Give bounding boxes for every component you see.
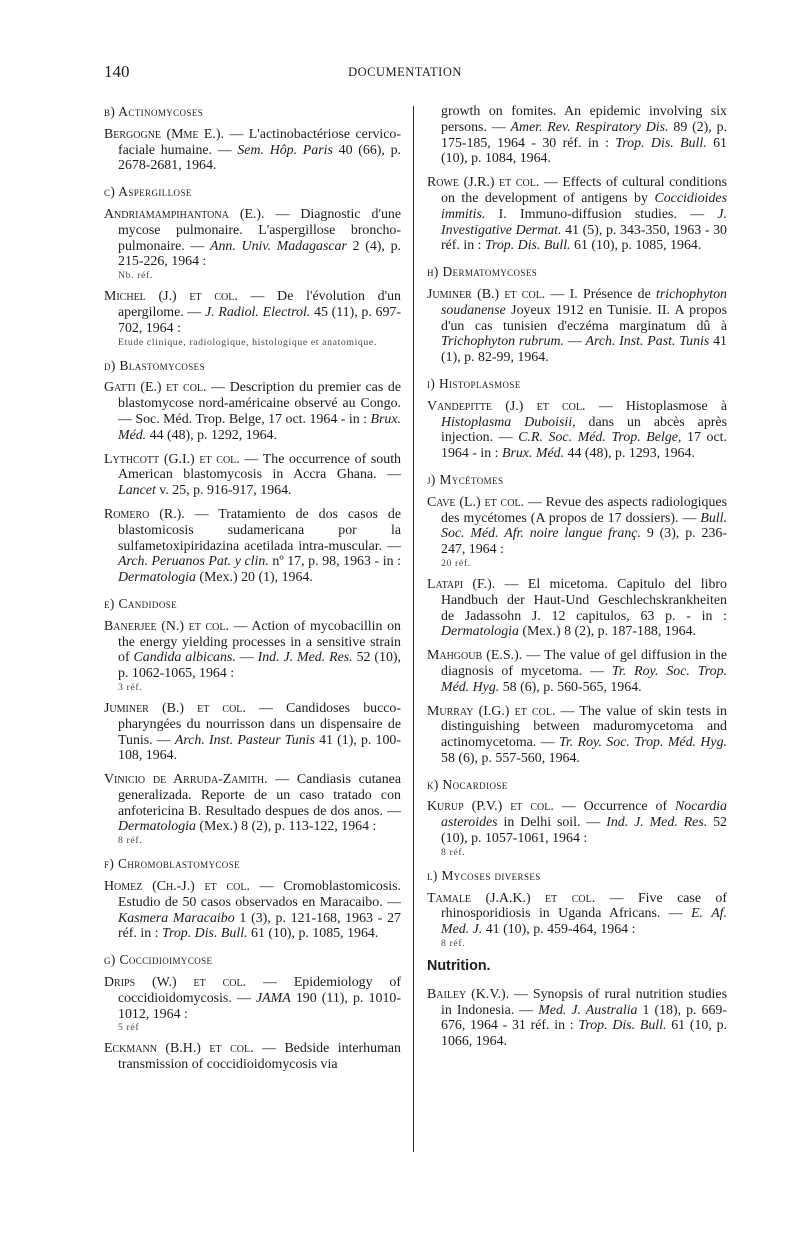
entry-reference: 41 (1), p. 100-108, 1964. [118, 732, 401, 764]
entry-note: 8 réf. [441, 846, 466, 858]
entry-note: Etude clinique, radiologique, histologique et anatomique. [118, 336, 377, 348]
bibliography-entry [104, 452, 401, 499]
entry-author: Michel (J.) et col. [104, 289, 238, 305]
entry-reference: (Mex.) 8 (2), p. 187-188, 1964. [518, 624, 697, 640]
entry-author: Romero (R.). [104, 506, 185, 522]
entry-text: — Description du premier cas de blastomycose nord-américaine observé au Congo. — Soc. Méd. Trop. Belge, 17 oct. 1964 - in : [118, 380, 401, 427]
bibliography-entry [104, 380, 401, 443]
entry-species: trichophyton soudanense [441, 286, 727, 318]
entry-text: I. Immuno-diffusion studies. — [485, 206, 718, 222]
entry-note: 8 réf. [118, 835, 143, 847]
entry-author: Mahgoub (E.S.). [427, 648, 523, 664]
entry-author: Juminer (B.) et col. [104, 700, 246, 716]
entry-reference: 41 (10), p. 459-464, 1964 : [482, 922, 636, 938]
entry-reference: v. 25, p. 916-917, 1964. [155, 483, 292, 499]
entry-journal: Trop. Dis. Bull. [484, 238, 571, 254]
entry-author: Vinicio de Arruda-Zamith. [104, 772, 268, 788]
entry-author: Eckmann (B.H.) et col. [104, 1041, 254, 1057]
bibliography-entry [427, 799, 727, 857]
entry-text: 41 (5), p. 343-350, 1963 - 30 réf. in : [441, 222, 727, 254]
bibliography-entry [104, 619, 401, 693]
column-divider [413, 106, 414, 1152]
entry-journal: J. Investigative Dermat. [441, 206, 727, 238]
entry-text: — L'actinobactériose cervico-faciale humaine. — [118, 126, 401, 158]
section-title-histoplasmose: i) Histoplasmose [427, 375, 521, 391]
entry-journal: Ind. J. Med. Res. [257, 650, 353, 666]
entry-text: Joyeux 1912 en Tunisie. II. A propos d'un cas tunisien d'eczéma marginatum dû à [441, 302, 727, 334]
entry-text: — I. Présence de [545, 286, 656, 302]
entry-text: — De l'évolution d'un apergilome. — [118, 289, 401, 320]
section-title-coccidioimycose: g) Coccidioimycose [104, 952, 213, 968]
section-title-blastomycoses: d) Blastomycoses [104, 357, 205, 373]
section-title-aspergillose: c) Aspergillose [104, 184, 192, 200]
entry-journal: Amer. Rev. Respiratory Dis. [510, 119, 669, 135]
section-title-nocardiose: k) Nocardiose [427, 776, 508, 792]
entry-text: — The occurrence of south American blastomycosis in Accra Ghana. — [118, 451, 401, 483]
entry-journal: C.R. Soc. Méd. Trop. Belge, [518, 430, 682, 446]
bibliography-entry [104, 507, 401, 586]
entry-reference: 58 (6), p. 560-565, 1964. [499, 679, 642, 695]
left-column [104, 104, 401, 1081]
entry-reference: 2 (4), p. 215-226, 1964 : [118, 238, 401, 270]
entry-text: 17 oct. 1964 - in : [441, 430, 727, 462]
entry-text: — Candidoses bucco-pharyngées du nourrisson dans un dispensaire de Tunis. — [118, 700, 401, 748]
entry-journal: Dermatologia [118, 570, 196, 586]
bibliography-entry [104, 207, 401, 281]
entry-author: Bailey (K.V.). [427, 986, 510, 1002]
bibliography-entry [427, 648, 727, 695]
entry-species: Candida albicans. [133, 650, 236, 666]
entry-reference: 44 (48), p. 1292, 1964. [146, 427, 277, 443]
entry-journal: Arch. Inst. Pasteur Tunis [174, 732, 315, 748]
entry-reference: (Mex.) 8 (2), p. 113-122, 1964 : [195, 819, 377, 835]
entry-text: — Cromoblastomicosis. Estudio de 50 casos observados en Maracaibo. — [118, 879, 401, 910]
entry-journal: Tr. Roy. Soc. Trop. Méd. Hyg. [441, 663, 727, 695]
entry-note: 20 réf. [441, 557, 471, 569]
bibliography-entry [427, 495, 727, 569]
entry-journal: Tr. Roy. Soc. Trop. Méd. Hyg. [558, 735, 727, 751]
entry-species: Coccidioides immitis. [441, 190, 727, 222]
entry-text: 1 (18), p. 669-676, 1964 - 31 réf. in : [441, 1002, 727, 1034]
bibliography-entry [104, 772, 401, 846]
entry-journal: Dermatologia [118, 819, 196, 835]
entry-reference: 61 (10), p. 1085, 1964. [247, 926, 379, 942]
entry-reference: 9 (3), p. 236-247, 1964 : [441, 526, 727, 558]
entry-reference: 61 (10, p. 1066, 1964. [441, 1018, 727, 1050]
entry-journal: Ind. J. Med. Res. [606, 815, 708, 831]
entry-text: — Synopsis of rural nutrition studies in Indonesia. — [441, 986, 727, 1018]
entry-journal: Lancet [118, 483, 156, 499]
entry-journal: Sem. Hôp. Paris [237, 142, 333, 158]
entry-note: 8 réf. [441, 938, 466, 950]
entry-reference: 40 (66), p. 2678-2681, 1964. [118, 142, 402, 174]
entry-text: in Delhi soil. — [497, 815, 607, 831]
section-title-actinomycoses: b) Actinomycoses [104, 104, 204, 119]
bibliography-entry [427, 399, 727, 462]
entry-journal: Bull. Soc. Méd. Afr. noire langue franç. [441, 510, 727, 542]
right-column [427, 104, 727, 1058]
bibliography-entry [104, 1041, 401, 1073]
page-number: 140 [104, 62, 130, 81]
entry-author: Tamale (J.A.K.) et col. [427, 890, 596, 906]
entry-text: — Tratamiento de dos casos de blastomicosis sudamericana por la sulfametoxipiridazina acetilada intra-muscular. — [118, 506, 401, 554]
entry-text: — Candiasis cutanea generalizada. Reporte de un caso tratado con anfotericina B. Resultado despues de dos anos. — [118, 772, 401, 819]
section-title-mycetomes: j) Mycétomes [427, 471, 504, 487]
bibliography-entry [427, 704, 727, 767]
entry-journal: Kasmera Maracaibo [118, 910, 235, 926]
section-title-mycoses-diverses: l) Mycoses diverses [427, 867, 541, 883]
section-title-dermatomycoses: h) Dermatomycoses [427, 264, 538, 280]
section-title-chromoblastomycose: f) Chromoblastomycose [104, 856, 240, 872]
entry-text: — Five case of rhinosporidiosis in Uganda Africans. — [441, 890, 727, 922]
entry-species: Histoplasma Duboisii, [441, 414, 576, 430]
entry-author: Vandepitte (J.) et col. [427, 398, 586, 414]
entry-journal: Brux. Méd. [118, 411, 401, 443]
entry-reference: 52 (10), p. 1057-1061, 1964 : [441, 815, 727, 847]
entry-journal: Trop. Dis. Bull. [161, 926, 248, 942]
entry-text: — The value of gel diffusion in the diagnosis of mycetoma. — [441, 648, 727, 679]
entry-text: — Epidemiology of coccidioidomycosis. — [118, 975, 401, 1006]
bibliography-entry [427, 175, 727, 254]
entry-journal: Brux. Méd. [501, 446, 565, 462]
bibliography-entry [104, 701, 401, 764]
bibliography-entry [104, 879, 401, 942]
entry-author: Rowe (J.R.) et col. [427, 175, 540, 191]
entry-text: — Histoplasmose à [585, 398, 727, 414]
entry-author: Banerjee (N.) et col. [104, 618, 229, 634]
entry-text: — Occurrence of [553, 799, 676, 815]
entry-text: — Effects of cultural conditions on the development of antigens by [441, 175, 727, 206]
entry-reference: 44 (48), p. 1293, 1964. [564, 446, 695, 462]
entry-author: Cave (L.) et col. [427, 494, 525, 510]
entry-reference: 190 (11), p. 1010-1012, 1964 : [118, 990, 401, 1022]
entry-text: — Action of mycobacillin on the energy yielding processes in a sensitive strain of [118, 618, 401, 666]
entry-text: — El micetoma. Capitulo del libro Handbuch der Haut-Und Geschlechskrankheiten de Jadassohn J. 12 capitulos, 63 p. - in : [441, 576, 727, 624]
bibliography-entry [427, 287, 727, 366]
entry-reference: 45 (11), p. 697-702, 1964 : [118, 304, 402, 336]
entry-species: Trichophyton rubrum. [441, 334, 565, 350]
page-header [104, 62, 706, 86]
entry-journal: Med. J. Australia [538, 1002, 638, 1018]
entry-text: nº 17, p. 98, 1963 - in : [268, 554, 401, 570]
entry-author: Murray (I.G.) et col. [427, 703, 556, 719]
entry-text: — [235, 650, 258, 666]
entry-reference: 52 (10), p. 1062-1065, 1964 : [118, 650, 402, 682]
entry-author: Latapi (F.). [427, 576, 496, 592]
entry-author: Drips (W.) et col. [104, 975, 247, 991]
entry-journal: Arch. Inst. Past. Tunis [585, 334, 710, 350]
bibliography-entry [104, 127, 401, 174]
bibliography-entry [104, 289, 401, 347]
entry-reference: 61 (10), p. 1085, 1964. [570, 238, 702, 254]
entry-note: 5 réf [118, 1022, 140, 1034]
entry-journal: Ann. Univ. Madagascar [210, 238, 347, 254]
entry-note: Nb. réf. [118, 270, 153, 282]
entry-text: — [564, 334, 586, 350]
entry-text: — The value of skin tests in distinguishing between maduromycetoma and actinomycetoma. — [441, 703, 727, 751]
entry-text: — Diagnostic d'une mycose pulmonaire. L'aspergillose broncho-pulmonaire. — [118, 206, 401, 254]
entry-reference: 58 (6), p. 557-560, 1964. [441, 750, 580, 766]
entry-text: dans un abcès après injection. — [441, 414, 727, 446]
entry-reference: 61 (10), p. 1084, 1964. [441, 135, 727, 167]
entry-text: 89 (2), p. 175-185, 1964 - 30 réf. in : [441, 119, 727, 151]
entry-text: growth on fomites. An epidemic involving six persons. — [441, 104, 727, 135]
bibliography-entry [104, 975, 401, 1033]
bibliography-entry [427, 987, 727, 1050]
entry-reference: 41 (1), p. 82-99, 1964. [441, 334, 727, 366]
bibliography-entry-continued [427, 104, 727, 167]
entry-journal: J. Radiol. Electrol. [205, 304, 311, 320]
entry-author: Juminer (B.) et col. [427, 286, 546, 302]
entry-note: 3 réf. [118, 681, 143, 693]
entry-author: Lythcott (G.I.) et col. [104, 451, 240, 467]
section-title-candidose: e) Candidose [104, 595, 178, 611]
entry-reference: (Mex.) 20 (1), 1964. [195, 570, 313, 586]
section-title-nutrition: Nutrition. [427, 958, 491, 975]
entry-text: — Bedside interhuman transmission of coccidioidomycosis via [118, 1041, 401, 1073]
entry-journal: Trop. Dis. Bull. [578, 1018, 667, 1034]
entry-journal: Arch. Peruanos Pat. y clin. [118, 554, 269, 570]
entry-journal: Dermatologia [441, 624, 519, 640]
bibliography-entry [427, 891, 727, 949]
entry-journal: E. Af. Med. J. [441, 906, 728, 938]
entry-author: Gatti (E.) et col. [104, 380, 207, 396]
running-title: DOCUMENTATION [348, 65, 462, 79]
entry-author: Homez (Ch.-J.) et col. [104, 879, 250, 895]
entry-journal: JAMA [255, 990, 291, 1006]
entry-author: Andriamampihantona (E.). [104, 206, 265, 222]
entry-journal: Trop. Dis. Bull. [615, 135, 707, 151]
entry-author: Kurup (P.V.) et col. [427, 799, 554, 815]
entry-species: Nocardia asteroides [441, 799, 727, 831]
entry-text: 1 (3), p. 121-168, 1963 - 27 réf. in : [118, 910, 401, 942]
entry-author: Bergogne (Mme E.). [104, 126, 224, 142]
entry-text: — Revue des aspects radiologiques des mycétomes (A propos de 17 dossiers). — [441, 494, 727, 526]
bibliography-entry [427, 577, 727, 640]
